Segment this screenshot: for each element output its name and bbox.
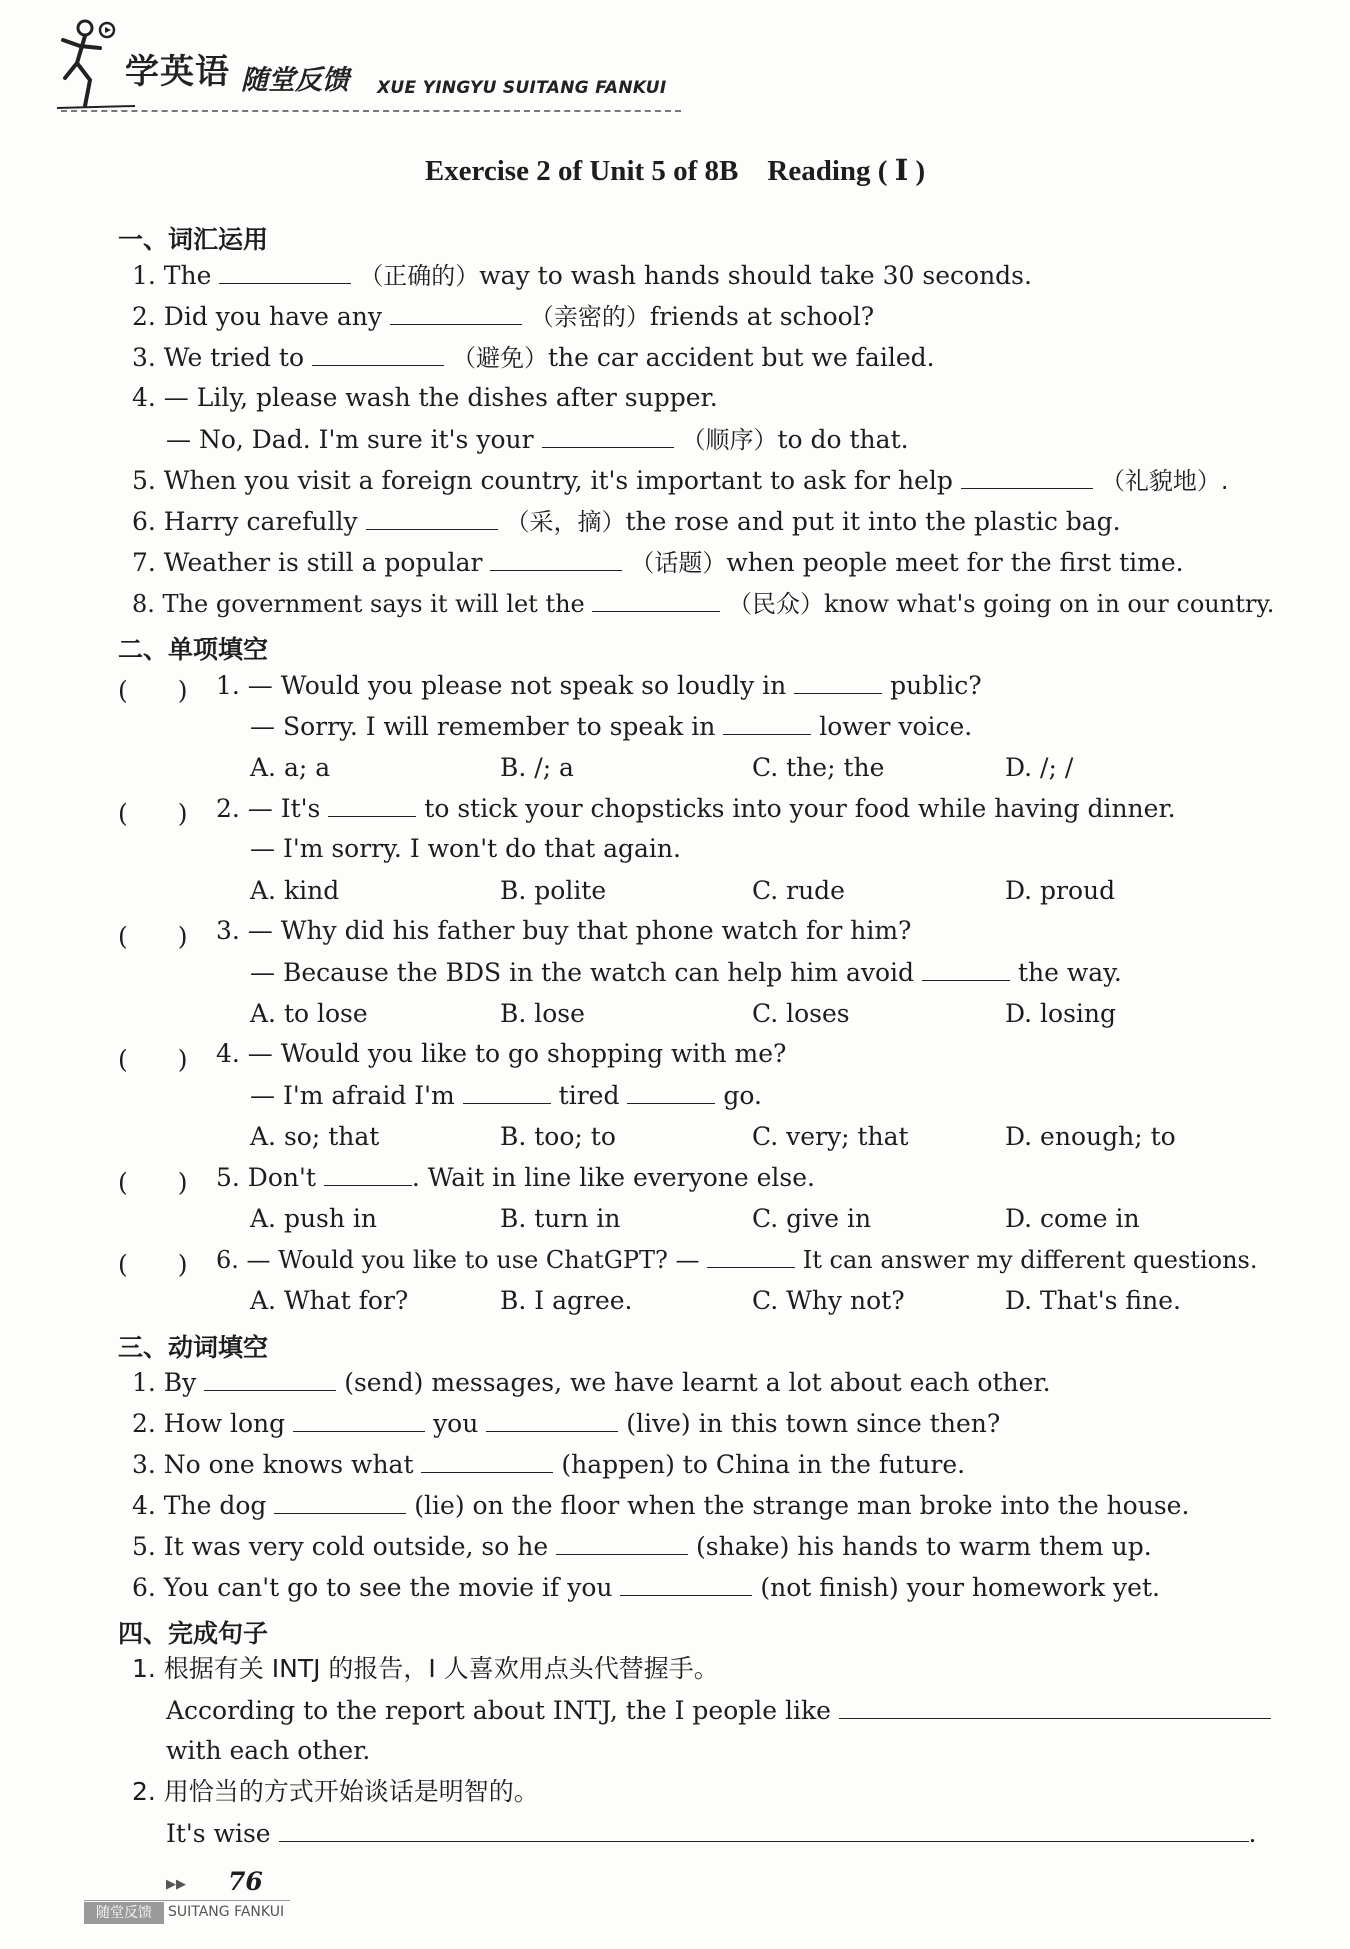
complete-text: It's wise: [166, 1819, 271, 1848]
option-b[interactable]: B. I agree.: [500, 1286, 633, 1315]
complete-text: According to the report about INTJ, the I people like: [166, 1696, 831, 1725]
verb-text: (shake) his hands to warm them up.: [696, 1532, 1152, 1561]
vocab-item-2: [132, 300, 874, 333]
question-text: to stick your chopsticks into your food while having dinner.: [424, 794, 1176, 823]
vocab-item-6: [132, 505, 1121, 538]
option-b[interactable]: B. too; to: [500, 1122, 616, 1151]
answer-blank[interactable]: [486, 1407, 618, 1432]
header: [55, 18, 695, 118]
answer-blank[interactable]: [421, 1448, 553, 1473]
answer-blank[interactable]: [627, 1079, 715, 1104]
question-text: — Because the BDS in the watch can help him avoid: [250, 958, 915, 987]
vocab-text: 7. Weather is still a popular: [132, 548, 483, 577]
answer-paren[interactable]: ( ): [118, 1045, 188, 1074]
option-d[interactable]: D. come in: [1005, 1204, 1140, 1233]
arrow-icon: ▶▶: [166, 1877, 186, 1892]
answer-blank[interactable]: [723, 710, 811, 735]
question-text: — I'm afraid I'm: [250, 1081, 455, 1110]
mc-q5-line1: [216, 1161, 815, 1194]
mc-q6-line1: [216, 1243, 1257, 1276]
vocab-item-4: [132, 382, 718, 414]
question-text: It can answer my different questions.: [802, 1246, 1258, 1274]
verb-text: 2. How long: [132, 1409, 286, 1438]
answer-blank[interactable]: [324, 1161, 412, 1186]
complete-text: .: [1248, 1819, 1257, 1848]
verb-text: (happen) to China in the future.: [561, 1450, 966, 1479]
answer-blank[interactable]: [707, 1243, 795, 1268]
answer-blank[interactable]: [274, 1489, 406, 1514]
vocab-text: 3. We tried to: [132, 343, 305, 372]
footer-text: SUITANG FANKUI: [168, 1904, 285, 1920]
mc-q1-line1: [216, 669, 982, 702]
mc-q4-line1: 4. — Would you like to go shopping with me?: [216, 1039, 787, 1068]
vocab-text: 2. Did you have any: [132, 302, 383, 331]
answer-blank[interactable]: [620, 1571, 752, 1596]
mc-q3-line1: 3. — Why did his father buy that phone watch for him?: [216, 916, 912, 945]
vocab-hint: （顺序）: [681, 426, 778, 454]
complete-2-chinese: 2. 用恰当的方式开始谈话是明智的。: [132, 1777, 539, 1806]
option-c[interactable]: C. rude: [752, 876, 845, 905]
vocab-text: 4. — Lily, please wash the dishes after supper.: [132, 383, 718, 412]
option-b[interactable]: B. lose: [500, 999, 585, 1028]
mc-q3-line2: [250, 956, 1122, 989]
footer-badge: 随堂反馈: [84, 1902, 164, 1924]
complete-1-english: [166, 1694, 1271, 1727]
question-text: 2. — It's: [216, 794, 321, 823]
answer-blank[interactable]: [922, 956, 1010, 981]
option-d[interactable]: D. losing: [1005, 999, 1117, 1028]
mc-q2-line1: [216, 792, 1176, 825]
question-text: tired: [558, 1081, 620, 1110]
answer-blank[interactable]: [328, 792, 416, 817]
answer-blank[interactable]: [219, 259, 351, 284]
answer-paren[interactable]: ( ): [118, 922, 188, 951]
complete-1-end: with each other.: [166, 1736, 371, 1765]
verb-text: you: [433, 1409, 479, 1438]
verb-text: (not finish) your homework yet.: [760, 1573, 1160, 1602]
mc-q2-line2: — I'm sorry. I won't do that again.: [250, 834, 681, 863]
vocab-text: know what's going on in our country.: [824, 590, 1275, 618]
answer-blank[interactable]: [592, 587, 720, 612]
vocab-hint: （礼貌地）.: [1100, 467, 1229, 495]
vocab-text: to do that.: [777, 425, 909, 454]
answer-paren[interactable]: ( ): [118, 799, 188, 828]
question-text: public?: [890, 671, 982, 700]
question-text: . Wait in line like everyone else.: [411, 1163, 815, 1192]
brand-pinyin: XUE YINGYU SUITANG FANKUI: [377, 78, 667, 98]
section-heading-mc: 二、单项填空: [118, 635, 269, 664]
verb-item-2: [132, 1407, 1000, 1440]
vocab-item-3: [132, 341, 935, 374]
question-text: lower voice.: [819, 712, 973, 741]
verb-text: 3. No one knows what: [132, 1450, 414, 1479]
verb-text: 5. It was very cold outside, so he: [132, 1532, 549, 1561]
option-d[interactable]: D. proud: [1005, 876, 1116, 905]
answer-blank[interactable]: [839, 1694, 1271, 1719]
answer-blank[interactable]: [556, 1530, 688, 1555]
complete-1-chinese: 1. 根据有关 INTJ 的报告，I 人喜欢用点头代替握手。: [132, 1654, 719, 1683]
verb-item-4: [132, 1489, 1189, 1522]
mc-q4-line2: [250, 1079, 762, 1112]
answer-blank[interactable]: [366, 505, 498, 530]
answer-blank[interactable]: [293, 1407, 425, 1432]
option-a[interactable]: A. push in: [250, 1204, 378, 1233]
verb-item-1: [132, 1366, 1051, 1399]
option-b[interactable]: B. turn in: [500, 1204, 621, 1233]
option-d[interactable]: D. /; /: [1005, 753, 1074, 782]
vocab-text: 5. When you visit a foreign country, it's important to ask for help: [132, 466, 953, 495]
vocab-text: way to wash hands should take 30 seconds.: [479, 261, 1032, 290]
vocab-item-1: [132, 259, 1032, 292]
question-text: — Sorry. I will remember to speak in: [250, 712, 716, 741]
vocab-item-4-reply: [166, 423, 909, 456]
verb-text: 4. The dog: [132, 1491, 267, 1520]
verb-text: (send) messages, we have learnt a lot about each other.: [344, 1368, 1051, 1397]
vocab-item-8: [132, 587, 1274, 620]
vocab-item-5: [132, 464, 1228, 497]
vocab-text: — No, Dad. I'm sure it's your: [166, 425, 534, 454]
question-text: the way.: [1017, 958, 1122, 987]
question-text: 5. Don't: [216, 1163, 316, 1192]
answer-blank[interactable]: [794, 669, 882, 694]
verb-text: (lie) on the floor when the strange man broke into the house.: [414, 1491, 1190, 1520]
vocab-hint: （采，摘）: [505, 508, 626, 536]
option-c[interactable]: C. give in: [752, 1204, 872, 1233]
vocab-hint: （民众）: [728, 590, 825, 618]
vocab-hint: （避免）: [451, 344, 548, 372]
option-a[interactable]: A. What for?: [250, 1286, 409, 1315]
answer-blank[interactable]: [490, 546, 622, 571]
option-a[interactable]: A. so; that: [250, 1122, 380, 1151]
answer-paren[interactable]: ( ): [118, 676, 188, 705]
option-c[interactable]: C. Why not?: [752, 1286, 905, 1315]
answer-blank[interactable]: [542, 423, 674, 448]
answer-blank[interactable]: [279, 1817, 1249, 1842]
vocab-text: 8. The government says it will let the: [132, 590, 585, 618]
section-heading-complete: 四、完成句子: [118, 1619, 269, 1648]
option-a[interactable]: A. kind: [250, 876, 340, 905]
vocab-hint: （话题）: [630, 549, 727, 577]
header-divider: [61, 110, 681, 112]
option-c[interactable]: C. the; the: [752, 753, 885, 782]
vocab-text: friends at school?: [649, 302, 875, 331]
question-text: go.: [723, 1081, 762, 1110]
page-title: Exercise 2 of Unit 5 of 8B Reading ( Ⅰ ): [424, 155, 926, 187]
vocab-item-7: [132, 546, 1184, 579]
vocab-text: when people meet for the first time.: [726, 548, 1184, 577]
answer-paren[interactable]: ( ): [118, 1168, 188, 1197]
question-text: 6. — Would you like to use ChatGPT? —: [216, 1246, 700, 1274]
vocab-text: the rose and put it into the plastic bag.: [625, 507, 1121, 536]
option-b[interactable]: B. polite: [500, 876, 607, 905]
verb-text: (live) in this town since then?: [626, 1409, 1001, 1438]
answer-blank[interactable]: [312, 341, 444, 366]
answer-paren[interactable]: ( ): [118, 1250, 188, 1279]
verb-item-3: [132, 1448, 965, 1481]
option-a[interactable]: A. a; a: [250, 753, 331, 782]
section-heading-vocab: 一、词汇运用: [118, 225, 269, 254]
page-number: 76: [228, 1867, 263, 1896]
answer-blank[interactable]: [463, 1079, 551, 1104]
footer-divider: [84, 1900, 290, 1901]
question-text: 1. — Would you please not speak so loudly in: [216, 671, 787, 700]
vocab-hint: （正确的）: [359, 262, 480, 290]
mc-q1-line2: [250, 710, 972, 743]
option-d[interactable]: D. That's fine.: [1005, 1286, 1181, 1315]
verb-text: 6. You can't go to see the movie if you: [132, 1573, 613, 1602]
complete-2-english: [166, 1817, 1257, 1850]
answer-blank[interactable]: [204, 1366, 336, 1391]
option-c[interactable]: C. very; that: [752, 1122, 909, 1151]
option-d[interactable]: D. enough; to: [1005, 1122, 1176, 1151]
verb-text: 1. By: [132, 1368, 197, 1397]
vocab-text: the car accident but we failed.: [547, 343, 935, 372]
option-c[interactable]: C. loses: [752, 999, 850, 1028]
vocab-text: 6. Harry carefully: [132, 507, 358, 536]
verb-item-6: [132, 1571, 1160, 1604]
vocab-hint: （亲密的）: [529, 303, 650, 331]
answer-blank[interactable]: [390, 300, 522, 325]
vocab-text: 1. The: [132, 261, 212, 290]
option-a[interactable]: A. to lose: [250, 999, 368, 1028]
section-heading-verbs: 三、动词填空: [118, 1333, 269, 1362]
answer-blank[interactable]: [961, 464, 1093, 489]
brand-title: 学英语: [125, 52, 230, 92]
option-b[interactable]: B. /; a: [500, 753, 574, 782]
verb-item-5: [132, 1530, 1152, 1563]
brand-subtitle: 随堂反馈: [241, 65, 349, 96]
